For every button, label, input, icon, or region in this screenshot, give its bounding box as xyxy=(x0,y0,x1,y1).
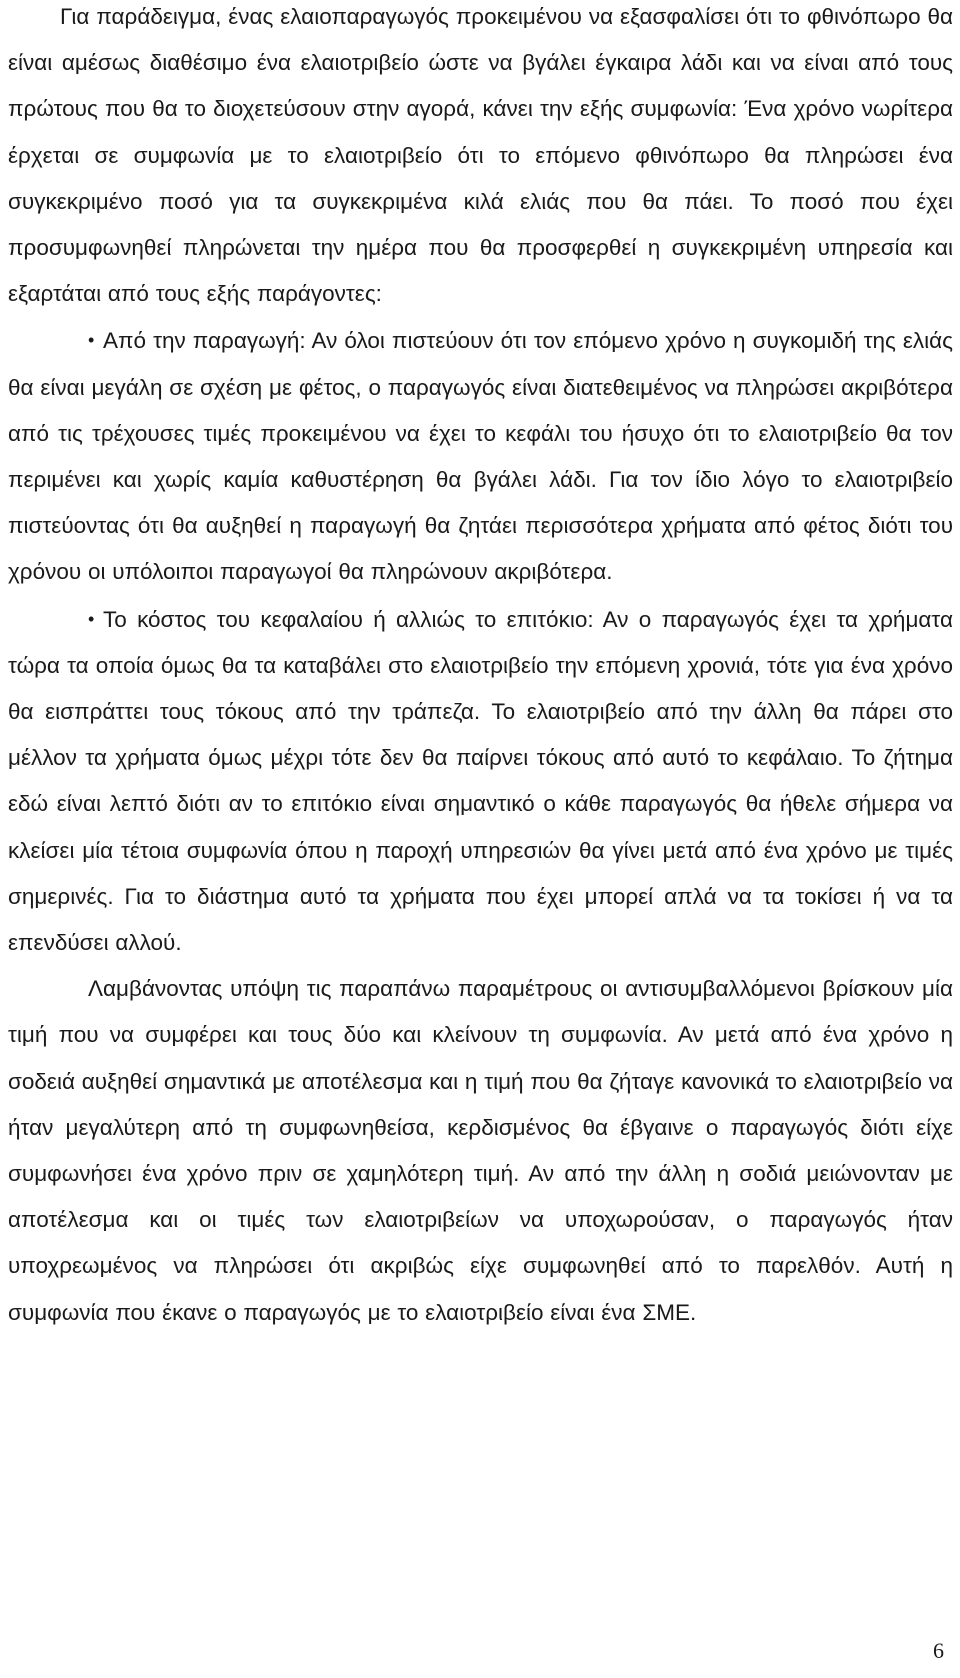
intro-paragraph: Για παράδειγμα, ένας ελαιοπαραγωγός προκειμένου να εξασφαλίσει ότι το φθινόπωρο θα είναι αμέσως διαθέσιμο ένα ελαιοτριβείο ώστε να βγάλει έγκαιρα λάδι και να είναι από τους πρώτους που θα το διοχετεύσουν στην αγορά, κάνει την εξής συμφωνία: Ένα χρόνο νωρίτερα έρχεται σε συμφωνία με το ελαιοτριβείο ότι το επόμενο φθινόπωρο θα πληρώσει ένα συγκεκριμένο ποσό για τα συγκεκριμένα κιλά ελιάς που θα πάει. Το ποσό που έχει προσυμφωνηθεί πληρώνεται την ημέρα που θα προσφερθεί η συγκεκριμένη υπηρεσία και εξαρτάται από τους εξής παράγοντες: xyxy=(8,4,953,307)
conclusion-paragraph: Λαμβάνοντας υπόψη τις παραπάνω παραμέτρους οι αντισυμβαλλόμενοι βρίσκουν μία τιμή που να συμφέρει και τους δύο και κλείνουν τη συμφωνία. Αν μετά από ένα χρόνο η σοδειά αυξηθεί σημαντικά με αποτέλεσμα και η τιμή που θα ζήταγε κανονικά το ελαιοτριβείο να ήταν μεγαλύτερη από τη συμφωνηθείσα, κερδισμένος θα έβγαινε ο παραγωγός διότι είχε συμφωνήσει ένα χρόνο πριν σε χαμηλότερη τιμή. Αν από την άλλη η σοδιά μειώνονταν με αποτέλεσμα και οι τιμές των ελαιοτριβείων να υποχωρούσαν, ο παραγωγός ήταν υποχρεωμένος να πληρώσει ότι ακριβώς είχε συμφωνηθεί από το παρελθόν. Αυτή η συμφωνία που έκανε ο παραγωγός με το ελαιοτριβείο είναι ένα ΣΜΕ. xyxy=(8,976,953,1325)
bullet-paragraph-production xyxy=(8,317,953,595)
document-page xyxy=(8,0,953,1336)
bullet-text-capital-cost: Το κόστος του κεφαλαίου ή αλλιώς το επιτόκιο: Αν ο παραγωγός έχει τα χρήματα τώρα τα οποία όμως θα τα καταβάλει στο ελαιοτριβείο την επόμενη χρονιά, τότε για ένα χρόνο θα εισπράττει τους τόκους από την τράπεζα. Το ελαιοτριβείο από την άλλη θα πάρει στο μέλλον τα χρήματα όμως μέχρι τότε δεν θα παίρνει τόκους από αυτό το κεφάλαιο. Το ζήτημα εδώ είναι λεπτό διότι αν το επιτόκιο είναι σημαντικό ο κάθε παραγωγός θα ήθελε σήμερα να κλείσει μία τέτοια συμφωνία όπου η παροχή υπηρεσιών θα γίνει μετά από ένα χρόνο με τιμές σημερινές. Για το διάστημα αυτό τα χρήματα που έχει μπορεί απλά να τα τοκίσει ή να τα επενδύσει αλλού. xyxy=(8,606,953,956)
bullet-paragraph-capital-cost xyxy=(8,596,953,967)
bullet-marker: • xyxy=(88,330,95,351)
bullet-marker: • xyxy=(88,608,95,629)
bullet-text-production: Από την παραγωγή: Αν όλοι πιστεύουν ότι τον επόμενο χρόνο η συγκομιδή της ελιάς θα είναι μεγάλη σε σχέση με φέτος, ο παραγωγός είναι διατεθειμένος να πληρώσει ακριβότερα από τις τρέχουσες τιμές προκειμένου να έχει το κεφάλι του ήσυχο ότι το ελαιοτριβείο θα τον περιμένει και χωρίς καμία καθυστέρηση θα βγάλει λάδι. Για τον ίδιο λόγο το ελαιοτριβείο πιστεύοντας ότι θα αυξηθεί η παραγωγή θα ζητάει περισσότερα χρήματα από φέτος διότι του χρόνου οι υπόλοιποι παραγωγοί θα πληρώνουν ακριβότερα. xyxy=(8,328,953,585)
page-number: 6 xyxy=(933,1638,944,1663)
